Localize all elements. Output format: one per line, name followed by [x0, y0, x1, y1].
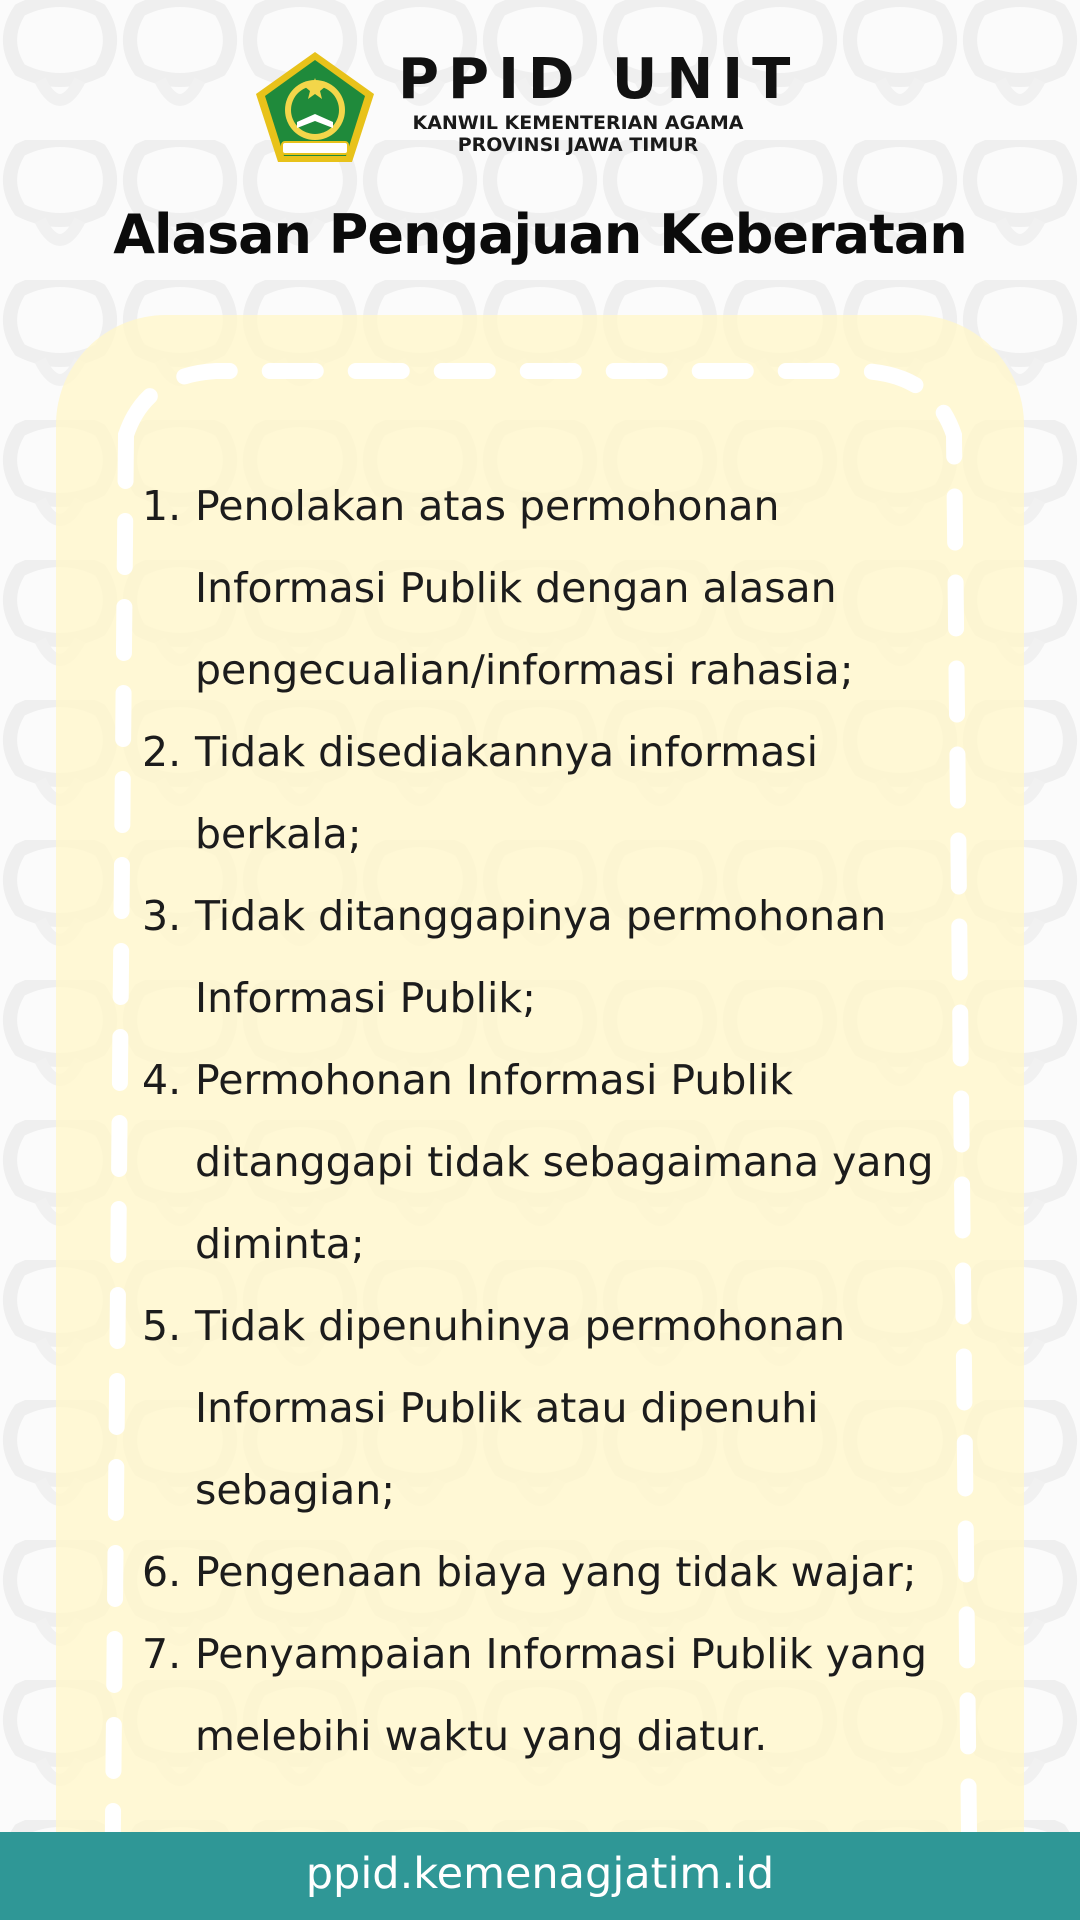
list-item [142, 465, 966, 711]
item-text: Tidak ditanggapinya permohonan Informasi Publik; [195, 892, 887, 1022]
item-number: 7. [142, 1630, 182, 1678]
brand-title: PPID UNIT [398, 47, 800, 112]
list-item [142, 1613, 966, 1777]
brand-subtitle [398, 112, 758, 156]
item-number: 1. [142, 482, 182, 530]
kemenag-emblem-icon [252, 50, 378, 168]
item-number: 3. [142, 892, 182, 940]
item-text: Permohonan Informasi Publik ditanggapi tidak sebagaimana yang diminta; [195, 1056, 934, 1268]
list-item [142, 1285, 966, 1531]
list-item [142, 1039, 966, 1285]
item-number: 4. [142, 1056, 182, 1104]
item-text: Penyampaian Informasi Publik yang melebihi waktu yang diatur. [195, 1630, 928, 1760]
website-link[interactable]: ppid.kemenagjatim.id [305, 1849, 775, 1899]
item-text: Tidak dipenuhinya permohonan Informasi Publik atau dipenuhi sebagian; [195, 1302, 846, 1514]
footer-bar [0, 1832, 1080, 1920]
item-text: Penolakan atas permohonan Informasi Publik dengan alasan pengecualian/informasi rahasia; [195, 482, 854, 694]
list-item [142, 711, 966, 875]
reasons-list [142, 465, 966, 1777]
list-item [142, 1531, 966, 1613]
header [0, 0, 1080, 180]
item-number: 5. [142, 1302, 182, 1350]
item-number: 6. [142, 1548, 182, 1596]
brand-subtitle-line2: PROVINSI JAWA TIMUR [457, 134, 699, 156]
item-text: Tidak disediakannya informasi berkala; [195, 728, 819, 858]
page-title: Alasan Pengajuan Keberatan [113, 203, 967, 266]
item-text: Pengenaan biaya yang tidak wajar; [195, 1548, 917, 1596]
item-number: 2. [142, 728, 182, 776]
list-item [142, 875, 966, 1039]
brand-subtitle-line1: KANWIL KEMENTERIAN AGAMA [412, 112, 744, 134]
